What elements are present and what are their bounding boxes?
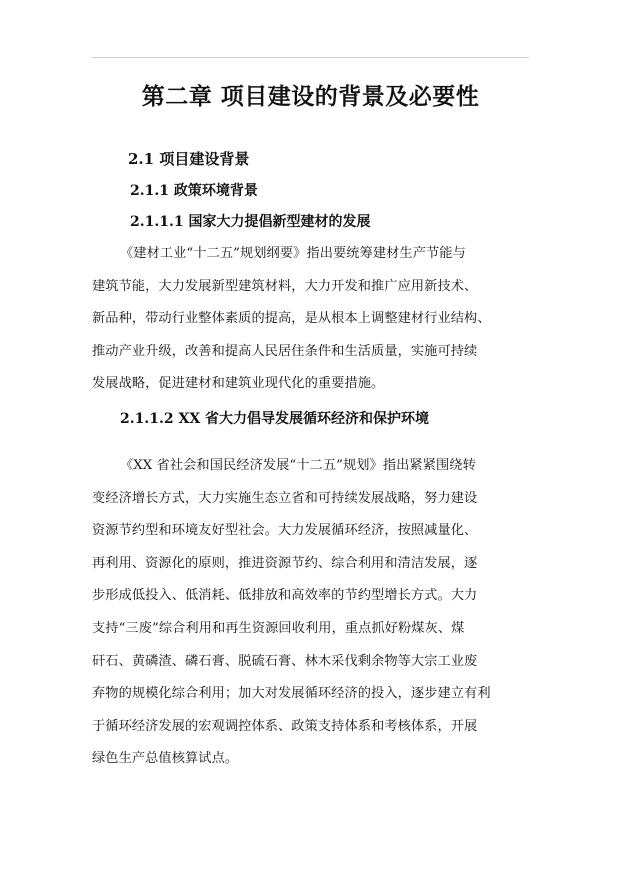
paragraph-line: 建筑节能，大力发展新型建筑材料，大力开发和推广应用新技术、: [92, 278, 478, 294]
section-heading-2-1-1-2: 2.1.1.2 XX 省大力倡导发展循环经济和保护环境: [120, 411, 430, 427]
paragraph-line: 发展战略，促进建材和建筑业现代化的重要措施。: [92, 376, 385, 392]
paragraph-line: 矸石、黄磷渣、磷石膏、脱硫石膏、林木采伐剩余物等大宗工业废: [92, 653, 478, 669]
paragraph-line: 于循环经济发展的宏观调控体系、政策支持体系和考核体系，开展: [92, 718, 478, 734]
paragraph-line: 再利用、资源化的原则，推进资源节约、综合利用和清洁发展，逐: [92, 555, 478, 571]
paragraph-line: 推动产业升级，改善和提高人民居住条件和生活质量，实施可持续: [92, 343, 478, 359]
paragraph-line: 绿色生产总值核算试点。: [92, 751, 239, 767]
section-heading-2-1-1: 2.1.1 政策环境背景: [130, 183, 258, 199]
paragraph-line: 新品种，带动行业整体素质的提高，是从根本上调整建材行业结构、: [92, 311, 491, 327]
header-rule: [92, 57, 529, 58]
paragraph-line: 资源节约型和环境友好型社会。大力发展循环经济，按照减量化、: [92, 523, 478, 539]
paragraph-line: 《建材工业“十二五”规划纲要》指出要统筹建材生产节能与: [120, 246, 466, 261]
paragraph-line: 《XX 省社会和国民经济发展“十二五”规划》指出紧紧围绕转: [120, 458, 476, 473]
paragraph-line: 支持“三废”综合利用和再生资源回收利用，重点抓好粉煤灰、煤: [92, 620, 465, 636]
paragraph-circular-economy: [92, 450, 532, 776]
paragraph-building-materials: [92, 238, 532, 401]
section-heading-2-1: 2.1 项目建设背景: [128, 150, 250, 168]
section-heading-2-1-1-1: 2.1.1.1 国家大力提倡新型建材的发展: [130, 214, 371, 230]
paragraph-line: 弃物的规模化综合利用；加大对发展循环经济的投入，逐步建立有利: [92, 686, 491, 702]
paragraph-line: 变经济增长方式，大力实施生态立省和可持续发展战略，努力建设: [92, 490, 478, 506]
paragraph-line: 步形成低投入、低消耗、低排放和高效率的节约型增长方式。大力: [92, 588, 478, 604]
chapter-title: 第二章 项目建设的背景及必要性: [141, 83, 480, 110]
